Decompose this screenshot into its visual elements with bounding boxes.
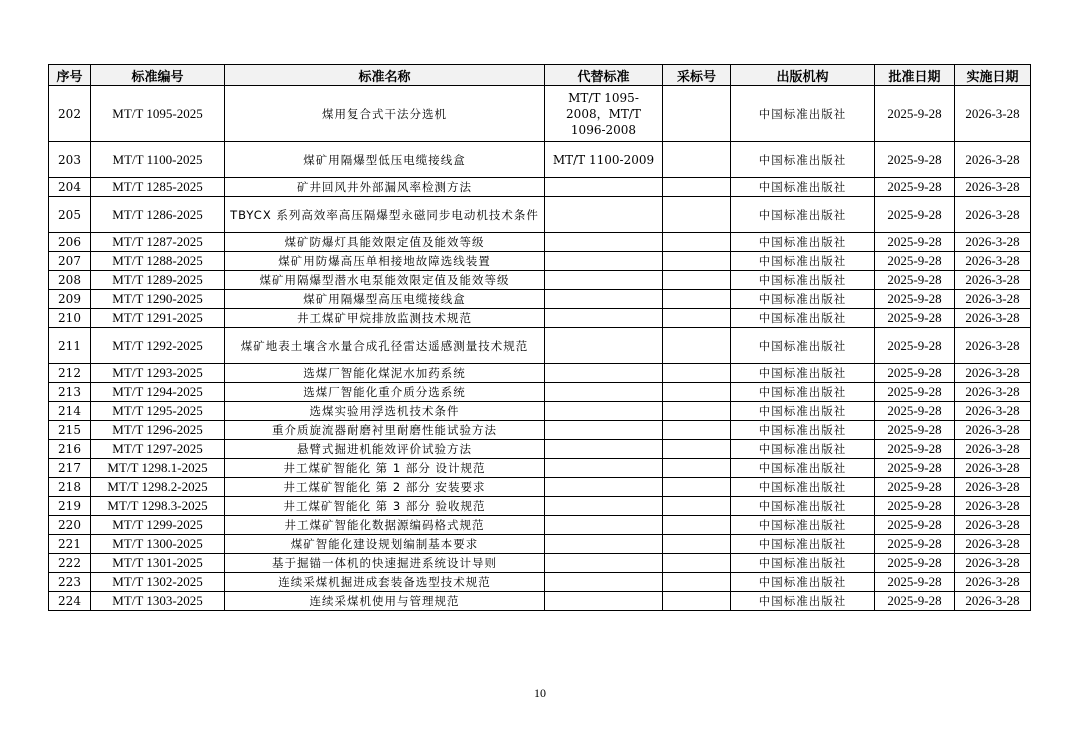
effective-date-cell: 2026-3-28: [955, 328, 1031, 364]
standard-name-cell: 选煤厂智能化煤泥水加药系统: [225, 364, 545, 383]
serial-number-cell: 202: [49, 86, 91, 142]
table-row: [49, 309, 1031, 328]
serial-number-cell: 216: [49, 440, 91, 459]
serial-number-cell: 224: [49, 592, 91, 611]
page-number: 10: [534, 686, 546, 700]
header-serial-number: 序号: [49, 65, 91, 86]
adopted-number-cell: [663, 252, 731, 271]
standard-name-cell: 矿井回风井外部漏风率检测方法: [225, 178, 545, 197]
standard-name-cell: 井工煤矿智能化 第 3 部分 验收规范: [225, 497, 545, 516]
publisher-cell: 中国标准出版社: [731, 271, 875, 290]
publisher-cell: 中国标准出版社: [731, 402, 875, 421]
adopted-number-cell: [663, 142, 731, 178]
table-row: [49, 554, 1031, 573]
table-row: [49, 178, 1031, 197]
replaced-standard-cell: [545, 402, 663, 421]
effective-date-cell: 2026-3-28: [955, 440, 1031, 459]
publisher-cell: 中国标准出版社: [731, 535, 875, 554]
serial-number-cell: 220: [49, 516, 91, 535]
table-row: [49, 290, 1031, 309]
publisher-cell: 中国标准出版社: [731, 252, 875, 271]
standard-code-cell: MT/T 1303-2025: [91, 592, 225, 611]
table-row: [49, 328, 1031, 364]
table-row: [49, 478, 1031, 497]
standard-name-cell: 基于掘锚一体机的快速掘进系统设计导则: [225, 554, 545, 573]
adopted-number-cell: [663, 383, 731, 402]
header-effective-date: 实施日期: [955, 65, 1031, 86]
standard-code-cell: MT/T 1286-2025: [91, 197, 225, 233]
adopted-number-cell: [663, 178, 731, 197]
approval-date-cell: 2025-9-28: [875, 421, 955, 440]
publisher-cell: 中国标准出版社: [731, 497, 875, 516]
standard-code-cell: MT/T 1285-2025: [91, 178, 225, 197]
replaced-standard-cell: MT/T 1100-2009: [545, 142, 663, 178]
serial-number-cell: 207: [49, 252, 91, 271]
approval-date-cell: 2025-9-28: [875, 142, 955, 178]
table-row: [49, 497, 1031, 516]
standard-name-cell: 连续采煤机掘进成套装备选型技术规范: [225, 573, 545, 592]
replaced-standard-cell: MT/T 1095-2008，MT/T 1096-2008: [545, 86, 663, 142]
publisher-cell: 中国标准出版社: [731, 86, 875, 142]
table-row: [49, 459, 1031, 478]
standard-name-cell: 选煤厂智能化重介质分选系统: [225, 383, 545, 402]
adopted-number-cell: [663, 197, 731, 233]
publisher-cell: 中国标准出版社: [731, 290, 875, 309]
replaced-standard-cell: [545, 383, 663, 402]
standards-table: [48, 64, 1031, 611]
adopted-number-cell: [663, 440, 731, 459]
replaced-standard-cell: [545, 233, 663, 252]
effective-date-cell: 2026-3-28: [955, 421, 1031, 440]
approval-date-cell: 2025-9-28: [875, 86, 955, 142]
effective-date-cell: 2026-3-28: [955, 197, 1031, 233]
replaced-standard-cell: [545, 554, 663, 573]
standard-name-cell: 选煤实验用浮选机技术条件: [225, 402, 545, 421]
approval-date-cell: 2025-9-28: [875, 328, 955, 364]
serial-number-cell: 210: [49, 309, 91, 328]
replaced-standard-cell: [545, 592, 663, 611]
publisher-cell: 中国标准出版社: [731, 592, 875, 611]
approval-date-cell: 2025-9-28: [875, 233, 955, 252]
table-row: [49, 402, 1031, 421]
effective-date-cell: 2026-3-28: [955, 592, 1031, 611]
effective-date-cell: 2026-3-28: [955, 290, 1031, 309]
table-row: [49, 142, 1031, 178]
replaced-standard-cell: [545, 252, 663, 271]
standard-name-cell: 煤用复合式干法分选机: [225, 86, 545, 142]
adopted-number-cell: [663, 535, 731, 554]
standard-code-cell: MT/T 1292-2025: [91, 328, 225, 364]
standard-name-cell: 煤矿用隔爆型高压电缆接线盒: [225, 290, 545, 309]
standard-code-cell: MT/T 1287-2025: [91, 233, 225, 252]
effective-date-cell: 2026-3-28: [955, 402, 1031, 421]
adopted-number-cell: [663, 328, 731, 364]
serial-number-cell: 209: [49, 290, 91, 309]
replaced-standard-cell: [545, 197, 663, 233]
header-approval-date: 批准日期: [875, 65, 955, 86]
approval-date-cell: 2025-9-28: [875, 478, 955, 497]
standard-name-cell: TBYCX 系列高效率高压隔爆型永磁同步电动机技术条件: [225, 197, 545, 233]
effective-date-cell: 2026-3-28: [955, 478, 1031, 497]
standard-code-cell: MT/T 1293-2025: [91, 364, 225, 383]
effective-date-cell: 2026-3-28: [955, 535, 1031, 554]
standard-code-cell: MT/T 1290-2025: [91, 290, 225, 309]
standard-code-cell: MT/T 1291-2025: [91, 309, 225, 328]
publisher-cell: 中国标准出版社: [731, 142, 875, 178]
table-header-row: [49, 65, 1031, 86]
publisher-cell: 中国标准出版社: [731, 440, 875, 459]
effective-date-cell: 2026-3-28: [955, 271, 1031, 290]
replaced-standard-cell: [545, 364, 663, 383]
approval-date-cell: 2025-9-28: [875, 271, 955, 290]
standard-code-cell: MT/T 1299-2025: [91, 516, 225, 535]
adopted-number-cell: [663, 421, 731, 440]
approval-date-cell: 2025-9-28: [875, 440, 955, 459]
standard-code-cell: MT/T 1298.2-2025: [91, 478, 225, 497]
replaced-standard-cell: [545, 478, 663, 497]
publisher-cell: 中国标准出版社: [731, 573, 875, 592]
effective-date-cell: 2026-3-28: [955, 252, 1031, 271]
serial-number-cell: 204: [49, 178, 91, 197]
standard-name-cell: 井工煤矿智能化 第 2 部分 安装要求: [225, 478, 545, 497]
table-row: [49, 535, 1031, 554]
effective-date-cell: 2026-3-28: [955, 364, 1031, 383]
standard-name-cell: 井工煤矿智能化数据源编码格式规范: [225, 516, 545, 535]
header-adopted-number: 采标号: [663, 65, 731, 86]
publisher-cell: 中国标准出版社: [731, 459, 875, 478]
standard-code-cell: MT/T 1298.3-2025: [91, 497, 225, 516]
table-body: [49, 86, 1031, 611]
standard-code-cell: MT/T 1289-2025: [91, 271, 225, 290]
replaced-standard-cell: [545, 535, 663, 554]
effective-date-cell: 2026-3-28: [955, 86, 1031, 142]
serial-number-cell: 206: [49, 233, 91, 252]
effective-date-cell: 2026-3-28: [955, 309, 1031, 328]
approval-date-cell: 2025-9-28: [875, 290, 955, 309]
publisher-cell: 中国标准出版社: [731, 309, 875, 328]
standard-code-cell: MT/T 1300-2025: [91, 535, 225, 554]
adopted-number-cell: [663, 478, 731, 497]
adopted-number-cell: [663, 459, 731, 478]
standard-name-cell: 煤矿用防爆高压单相接地故障选线装置: [225, 252, 545, 271]
table-row: [49, 364, 1031, 383]
approval-date-cell: 2025-9-28: [875, 535, 955, 554]
standard-name-cell: 煤矿地表土壤含水量合成孔径雷达遥感测量技术规范: [225, 328, 545, 364]
standard-code-cell: MT/T 1298.1-2025: [91, 459, 225, 478]
approval-date-cell: 2025-9-28: [875, 383, 955, 402]
approval-date-cell: 2025-9-28: [875, 554, 955, 573]
effective-date-cell: 2026-3-28: [955, 516, 1031, 535]
standard-code-cell: MT/T 1301-2025: [91, 554, 225, 573]
table-row: [49, 383, 1031, 402]
publisher-cell: 中国标准出版社: [731, 197, 875, 233]
publisher-cell: 中国标准出版社: [731, 364, 875, 383]
adopted-number-cell: [663, 309, 731, 328]
approval-date-cell: 2025-9-28: [875, 364, 955, 383]
table-row: [49, 271, 1031, 290]
publisher-cell: 中国标准出版社: [731, 516, 875, 535]
standard-code-cell: MT/T 1296-2025: [91, 421, 225, 440]
serial-number-cell: 219: [49, 497, 91, 516]
publisher-cell: 中国标准出版社: [731, 233, 875, 252]
serial-number-cell: 205: [49, 197, 91, 233]
serial-number-cell: 223: [49, 573, 91, 592]
standard-name-cell: 重介质旋流器耐磨衬里耐磨性能试验方法: [225, 421, 545, 440]
replaced-standard-cell: [545, 421, 663, 440]
standard-name-cell: 连续采煤机使用与管理规范: [225, 592, 545, 611]
effective-date-cell: 2026-3-28: [955, 497, 1031, 516]
standard-name-cell: 井工煤矿甲烷排放监测技术规范: [225, 309, 545, 328]
serial-number-cell: 222: [49, 554, 91, 573]
serial-number-cell: 211: [49, 328, 91, 364]
effective-date-cell: 2026-3-28: [955, 459, 1031, 478]
serial-number-cell: 217: [49, 459, 91, 478]
publisher-cell: 中国标准出版社: [731, 421, 875, 440]
publisher-cell: 中国标准出版社: [731, 178, 875, 197]
approval-date-cell: 2025-9-28: [875, 178, 955, 197]
header-standard-name: 标准名称: [225, 65, 545, 86]
replaced-standard-cell: [545, 497, 663, 516]
effective-date-cell: 2026-3-28: [955, 142, 1031, 178]
effective-date-cell: 2026-3-28: [955, 554, 1031, 573]
replaced-standard-cell: [545, 309, 663, 328]
approval-date-cell: 2025-9-28: [875, 459, 955, 478]
approval-date-cell: 2025-9-28: [875, 497, 955, 516]
effective-date-cell: 2026-3-28: [955, 383, 1031, 402]
table-row: [49, 573, 1031, 592]
approval-date-cell: 2025-9-28: [875, 197, 955, 233]
approval-date-cell: 2025-9-28: [875, 516, 955, 535]
standard-code-cell: MT/T 1095-2025: [91, 86, 225, 142]
standard-code-cell: MT/T 1302-2025: [91, 573, 225, 592]
effective-date-cell: 2026-3-28: [955, 573, 1031, 592]
approval-date-cell: 2025-9-28: [875, 402, 955, 421]
adopted-number-cell: [663, 516, 731, 535]
standard-name-cell: 悬臂式掘进机能效评价试验方法: [225, 440, 545, 459]
standard-name-cell: 煤矿用隔爆型潜水电泵能效限定值及能效等级: [225, 271, 545, 290]
adopted-number-cell: [663, 86, 731, 142]
serial-number-cell: 215: [49, 421, 91, 440]
serial-number-cell: 212: [49, 364, 91, 383]
approval-date-cell: 2025-9-28: [875, 309, 955, 328]
serial-number-cell: 218: [49, 478, 91, 497]
replaced-standard-cell: [545, 440, 663, 459]
replaced-standard-cell: [545, 271, 663, 290]
standard-name-cell: 井工煤矿智能化 第 1 部分 设计规范: [225, 459, 545, 478]
approval-date-cell: 2025-9-28: [875, 252, 955, 271]
table-row: [49, 86, 1031, 142]
table-row: [49, 421, 1031, 440]
replaced-standard-cell: [545, 573, 663, 592]
effective-date-cell: 2026-3-28: [955, 233, 1031, 252]
standard-code-cell: MT/T 1295-2025: [91, 402, 225, 421]
adopted-number-cell: [663, 364, 731, 383]
publisher-cell: 中国标准出版社: [731, 328, 875, 364]
adopted-number-cell: [663, 554, 731, 573]
standard-code-cell: MT/T 1100-2025: [91, 142, 225, 178]
replaced-standard-cell: [545, 178, 663, 197]
adopted-number-cell: [663, 233, 731, 252]
serial-number-cell: 203: [49, 142, 91, 178]
standard-name-cell: 煤矿防爆灯具能效限定值及能效等级: [225, 233, 545, 252]
adopted-number-cell: [663, 271, 731, 290]
replaced-standard-cell: [545, 459, 663, 478]
publisher-cell: 中国标准出版社: [731, 383, 875, 402]
serial-number-cell: 208: [49, 271, 91, 290]
replaced-standard-cell: [545, 290, 663, 309]
header-standard-code: 标准编号: [91, 65, 225, 86]
adopted-number-cell: [663, 497, 731, 516]
header-replaced-standard: 代替标准: [545, 65, 663, 86]
approval-date-cell: 2025-9-28: [875, 573, 955, 592]
serial-number-cell: 214: [49, 402, 91, 421]
standard-code-cell: MT/T 1288-2025: [91, 252, 225, 271]
standard-name-cell: 煤矿智能化建设规划编制基本要求: [225, 535, 545, 554]
approval-date-cell: 2025-9-28: [875, 592, 955, 611]
table-row: [49, 233, 1031, 252]
publisher-cell: 中国标准出版社: [731, 554, 875, 573]
adopted-number-cell: [663, 290, 731, 309]
serial-number-cell: 221: [49, 535, 91, 554]
standard-code-cell: MT/T 1294-2025: [91, 383, 225, 402]
table-row: [49, 252, 1031, 271]
adopted-number-cell: [663, 573, 731, 592]
replaced-standard-cell: [545, 328, 663, 364]
table-row: [49, 516, 1031, 535]
adopted-number-cell: [663, 402, 731, 421]
header-publisher: 出版机构: [731, 65, 875, 86]
table-row: [49, 197, 1031, 233]
standard-code-cell: MT/T 1297-2025: [91, 440, 225, 459]
table-row: [49, 440, 1031, 459]
replaced-standard-cell: [545, 516, 663, 535]
effective-date-cell: 2026-3-28: [955, 178, 1031, 197]
standard-name-cell: 煤矿用隔爆型低压电缆接线盒: [225, 142, 545, 178]
publisher-cell: 中国标准出版社: [731, 478, 875, 497]
adopted-number-cell: [663, 592, 731, 611]
serial-number-cell: 213: [49, 383, 91, 402]
table-row: [49, 592, 1031, 611]
